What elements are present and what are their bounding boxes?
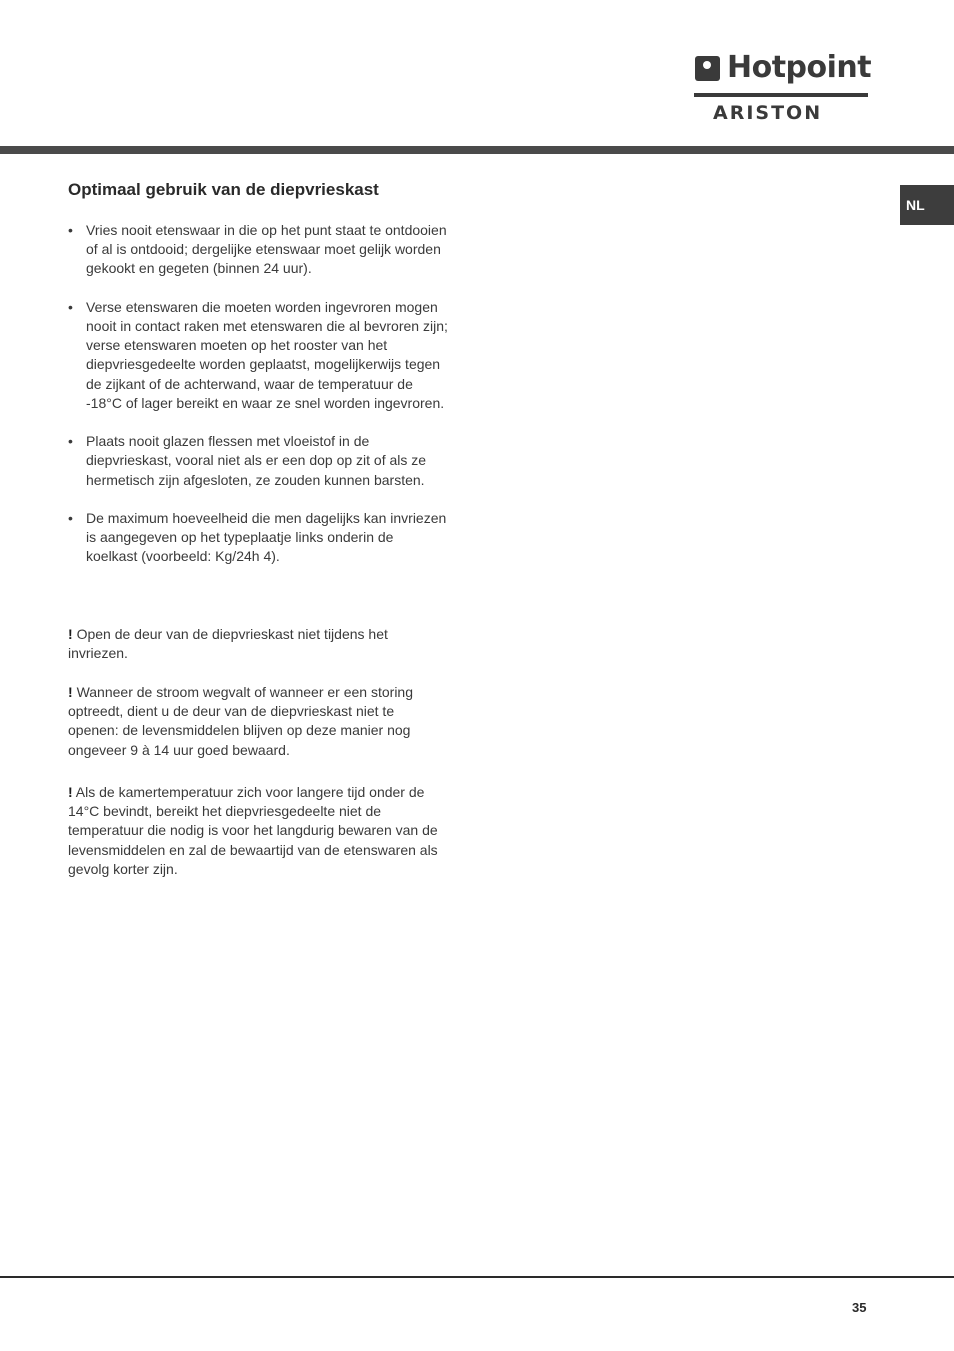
language-tab: NL — [900, 185, 954, 225]
bullet-item: • Plaats nooit glazen flessen met vloeistof in de diepvrieskast, vooral niet als er een dop op zit of als ze hermetisch zijn afgesloten, ze zouden kunnen barsten. — [68, 432, 448, 490]
warning-mark: ! — [68, 784, 73, 800]
bullet-item: • Vries nooit etenswaar in die op het punt staat te ontdooien of al is ontdooid; dergelijke etenswaar moet gelijk worden gekookt en gegeten (binnen 24 uur). — [68, 221, 448, 279]
warning-text: Als de kamertemperatuur zich voor langere tijd onder de 14°C bevindt, bereikt het diepvriesgedeelte niet de temperatuur die nodig is voor het langdurig bewaren van de levensmiddelen en zal de bewaartijd van de etenswaren als gevolg korter zijn. — [68, 784, 438, 877]
bullet-item: • Verse etenswaren die moeten worden ingevroren mogen nooit in contact raken met etenswaren die al bevroren zijn; verse etenswaren moeten op het rooster van het diepvriesgedeelte worden geplaatst, mogelijkerwijs tegen de zijkant of de achterwand, waar de temperatuur de -18°C of lager bereikt en waar ze snel worden ingevroren. — [68, 298, 448, 413]
warning-note — [68, 783, 448, 879]
bullet-list — [68, 221, 448, 586]
warning-note — [68, 683, 448, 760]
header-bar — [0, 146, 954, 154]
bullet-item: • De maximum hoeveelheid die men dagelijks kan invriezen is aangegeven op het typeplaatje links onderin de koelkast (voorbeeld: Kg/24h 4). — [68, 509, 448, 567]
brand-rule — [694, 93, 868, 97]
footer-rule — [0, 1276, 954, 1278]
warning-mark: ! — [68, 626, 73, 642]
warning-note — [68, 625, 448, 663]
warning-text: Open de deur van de diepvrieskast niet tijdens het invriezen. — [68, 626, 388, 662]
brand-logo — [694, 50, 872, 126]
page-number: 35 — [852, 1300, 867, 1315]
section-title: Optimaal gebruik van de diepvrieskast — [68, 180, 379, 199]
warning-text: Wanneer de stroom wegvalt of wanneer er een storing optreedt, dient u de deur van de diepvrieskast niet te openen: de levensmiddelen blijven op deze manier nog ongeveer 9 à 14 uur goed bewaard. — [68, 684, 413, 758]
brand-name: Hotpoint — [727, 50, 872, 85]
brand-subname: ARISTON — [713, 102, 823, 124]
brand-mark-icon — [695, 56, 720, 81]
warning-mark: ! — [68, 684, 73, 700]
